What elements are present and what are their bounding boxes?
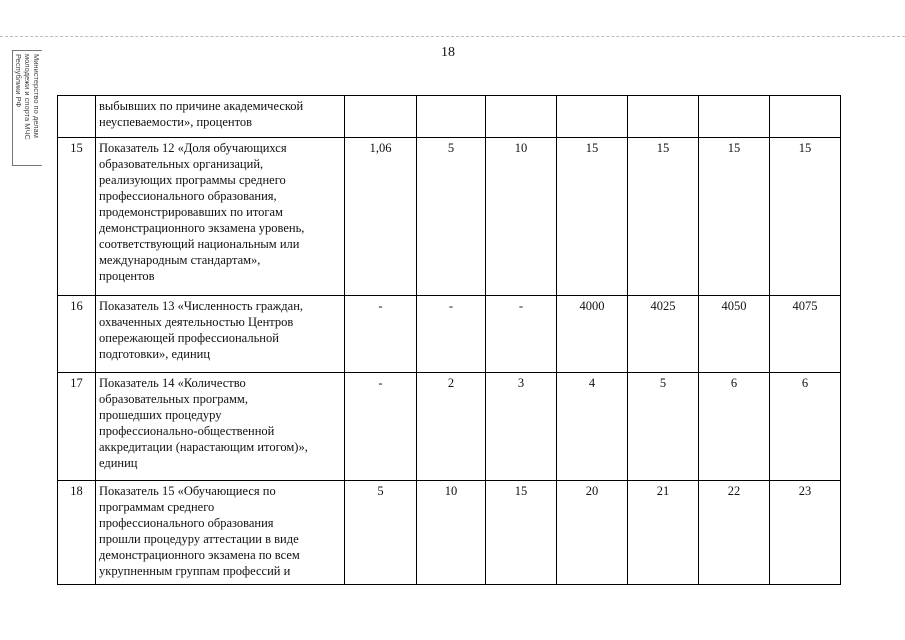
value-cell: 15: [699, 138, 770, 296]
value-cell: 5: [628, 373, 699, 481]
stamp-text: [12, 50, 42, 166]
value-cell: 2: [417, 373, 486, 481]
registration-stamp: [2, 48, 42, 158]
description-text: Показатель 14 «Количество образовательных программ, прошедших процедуру профессионально-общественной аккредитации (нарастающим итогом)», единиц: [99, 376, 308, 470]
value-cell: 4050: [699, 296, 770, 373]
description-text: Показатель 13 «Численность граждан, охваченных деятельностью Центров опережающей профессиональной подготовки», единиц: [99, 299, 304, 361]
value-cell: [557, 96, 628, 138]
value-cell: 3: [486, 373, 557, 481]
value-cell: 4075: [770, 296, 841, 373]
value-cell: 15: [628, 138, 699, 296]
scan-top-edge: [0, 36, 905, 37]
value-cell: [699, 96, 770, 138]
stamp-line: Республики РФ: [14, 54, 23, 108]
value-cell: 21: [628, 481, 699, 585]
value-cell: 4025: [628, 296, 699, 373]
value-cell: 23: [770, 481, 841, 585]
stamp-line: молодежи и спорта МЧС: [23, 54, 32, 140]
description-text: выбывших по причине академической неуспеваемости», процентов: [99, 99, 304, 129]
value-cell: [770, 96, 841, 138]
row-number: 17: [58, 373, 96, 481]
value-cell: 10: [417, 481, 486, 585]
value-cell: 10: [486, 138, 557, 296]
table-row: [58, 96, 841, 138]
table-row: [58, 138, 841, 296]
indicator-description: [96, 373, 345, 481]
value-cell: 6: [699, 373, 770, 481]
value-cell: -: [345, 296, 417, 373]
value-cell: [628, 96, 699, 138]
value-cell: [345, 96, 417, 138]
value-cell: 6: [770, 373, 841, 481]
table-row: [58, 296, 841, 373]
value-cell: 20: [557, 481, 628, 585]
value-cell: 4: [557, 373, 628, 481]
page-number: 18: [441, 45, 455, 60]
value-cell: 15: [557, 138, 628, 296]
description-text: Показатель 12 «Доля обучающихся образовательных организаций, реализующих программы среднего профессионального образования, продемонстрировавших по итогам демонстрационного экзамена уровень, соответствующий национальным или международным стандартам», процентов: [99, 141, 305, 283]
value-cell: -: [345, 373, 417, 481]
row-number: 16: [58, 296, 96, 373]
value-cell: [486, 96, 557, 138]
value-cell: [417, 96, 486, 138]
value-cell: 5: [417, 138, 486, 296]
value-cell: 4000: [557, 296, 628, 373]
value-cell: 15: [770, 138, 841, 296]
value-cell: 1,06: [345, 138, 417, 296]
value-cell: 15: [486, 481, 557, 585]
value-cell: 22: [699, 481, 770, 585]
row-number: 15: [58, 138, 96, 296]
indicator-description: [96, 138, 345, 296]
indicator-description: [96, 96, 345, 138]
value-cell: 5: [345, 481, 417, 585]
table-row: [58, 373, 841, 481]
indicator-description: [96, 296, 345, 373]
stamp-line: Министерство по делам: [32, 54, 41, 138]
value-cell: -: [486, 296, 557, 373]
table-row: [58, 481, 841, 585]
value-cell: -: [417, 296, 486, 373]
row-number: [58, 96, 96, 138]
indicators-table: [57, 95, 841, 585]
description-text: Показатель 15 «Обучающиеся по программам среднего профессионального образования прошли процедуру аттестации в виде демонстрационного экзамена по всем укрупненным группам профессий и: [99, 484, 300, 578]
indicator-description: [96, 481, 345, 585]
row-number: 18: [58, 481, 96, 585]
